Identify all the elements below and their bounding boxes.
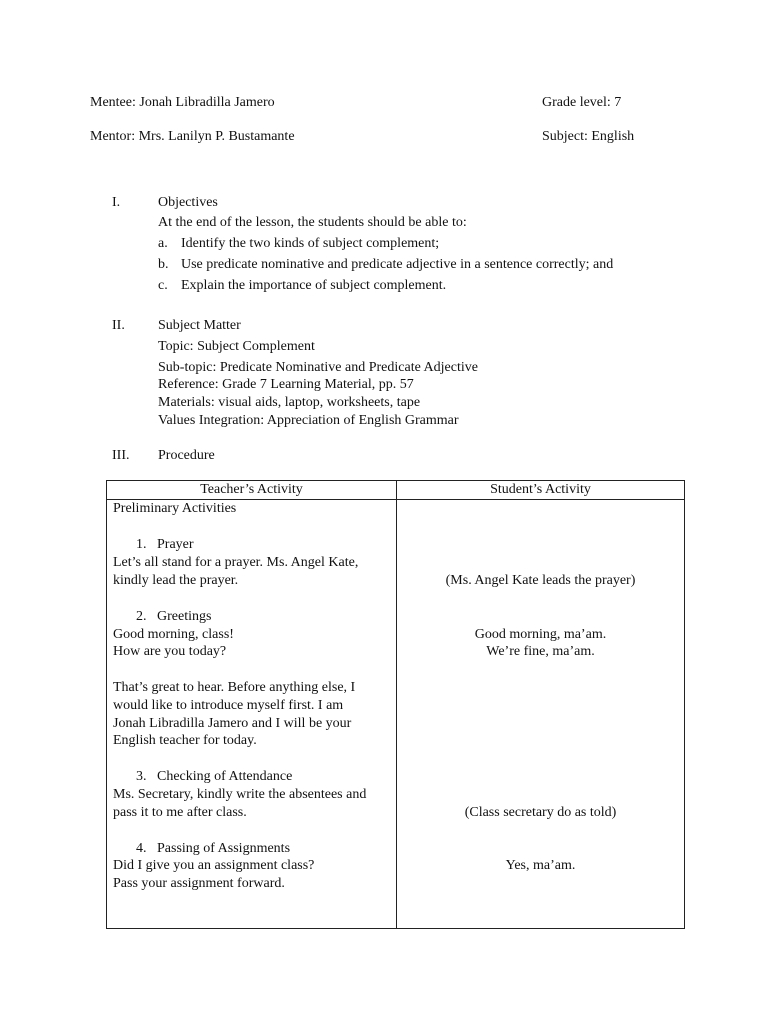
- assignments-text: Pass your assignment forward.: [113, 876, 285, 891]
- topic-line: Topic: Subject Complement: [158, 339, 315, 354]
- introduction-text: would like to introduce myself first. I am: [113, 698, 344, 713]
- objective-item: Explain the importance of subject complement.: [181, 278, 447, 293]
- materials-line: Materials: visual aids, laptop, worksheets, tape: [158, 395, 421, 410]
- objective-marker: c.: [158, 278, 168, 293]
- attendance-title: 3. Checking of Attendance: [136, 769, 293, 784]
- prayer-title: 1. Prayer: [136, 537, 194, 552]
- preliminary-activities: Preliminary Activities: [113, 501, 237, 516]
- greetings-text: Good morning, class!: [113, 627, 234, 642]
- student-greeting-response: Good morning, ma’am.: [474, 627, 607, 642]
- subtopic-line: Sub-topic: Predicate Nominative and Predicate Adjective: [158, 360, 478, 375]
- procedure-title: Procedure: [158, 448, 215, 463]
- objectives-title: Objectives: [158, 195, 218, 210]
- student-prayer-response: (Ms. Angel Kate leads the prayer): [445, 573, 636, 588]
- objectives-numeral: I.: [112, 195, 121, 210]
- student-greeting-response: We’re fine, ma’am.: [486, 644, 595, 659]
- prayer-text: Let’s all stand for a prayer. Ms. Angel Kate,: [113, 555, 359, 570]
- procedure-table: [106, 480, 685, 929]
- teacher-activity-cell: [107, 500, 397, 929]
- student-attendance-response: (Class secretary do as told): [464, 805, 617, 820]
- objective-item: Use predicate nominative and predicate adjective in a sentence correctly; and: [181, 257, 614, 272]
- attendance-text: pass it to me after class.: [113, 805, 247, 820]
- student-activity-cell: [397, 500, 685, 929]
- subject-label: Subject: English: [542, 129, 635, 144]
- greetings-text: How are you today?: [113, 644, 227, 659]
- attendance-text: Ms. Secretary, kindly write the absentees and: [113, 787, 367, 802]
- student-activity-header: Student’s Activity: [397, 481, 685, 500]
- objective-marker: a.: [158, 236, 168, 251]
- introduction-text: English teacher for today.: [113, 733, 257, 748]
- introduction-text: Jonah Libradilla Jamero and I will be your: [113, 716, 352, 731]
- grade-level-label: Grade level: 7: [542, 95, 622, 110]
- reference-line: Reference: Grade 7 Learning Material, pp. 57: [158, 377, 414, 392]
- introduction-text: That’s great to hear. Before anything else, I: [113, 680, 356, 695]
- assignments-title: 4. Passing of Assignments: [136, 841, 291, 856]
- prayer-text: kindly lead the prayer.: [113, 573, 239, 588]
- values-line: Values Integration: Appreciation of English Grammar: [158, 413, 459, 428]
- student-assignment-response: Yes, ma’am.: [505, 858, 576, 873]
- assignments-text: Did I give you an assignment class?: [113, 858, 315, 873]
- objective-item: Identify the two kinds of subject complement;: [181, 236, 440, 251]
- objectives-intro: At the end of the lesson, the students should be able to:: [158, 215, 467, 230]
- objective-marker: b.: [158, 257, 169, 272]
- greetings-title: 2. Greetings: [136, 609, 212, 624]
- subject-matter-title: Subject Matter: [158, 318, 241, 333]
- subject-matter-numeral: II.: [112, 318, 125, 333]
- mentee-label: Mentee: Jonah Libradilla Jamero: [90, 95, 275, 110]
- procedure-numeral: III.: [112, 448, 130, 463]
- mentor-label: Mentor: Mrs. Lanilyn P. Bustamante: [90, 129, 295, 144]
- teacher-activity-header: Teacher’s Activity: [107, 481, 397, 500]
